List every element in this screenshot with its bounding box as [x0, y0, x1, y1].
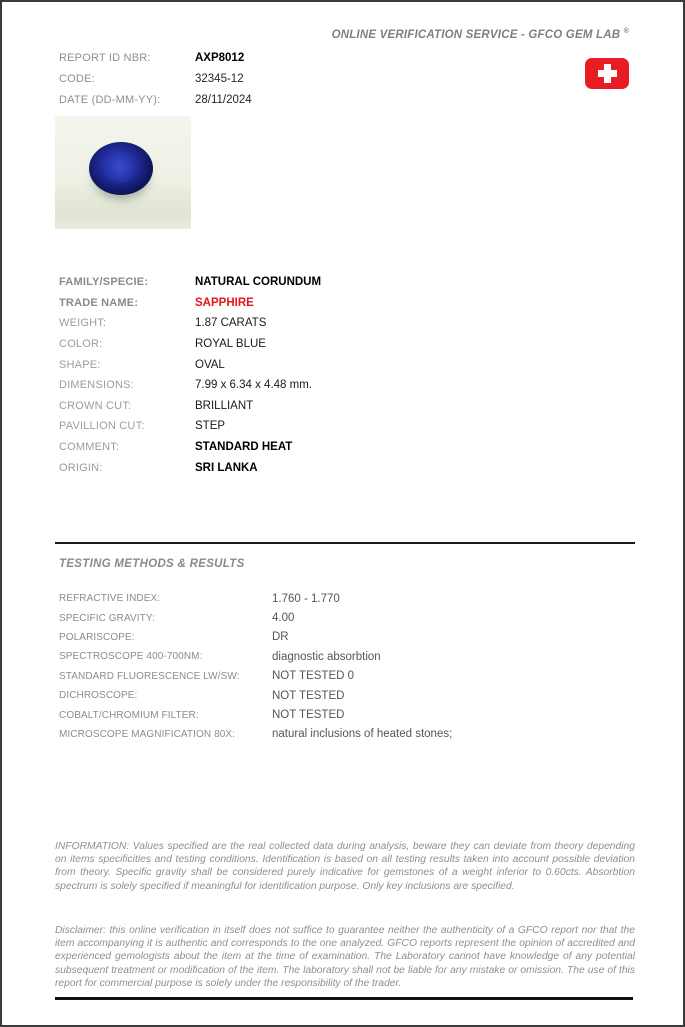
gem-photo [55, 116, 191, 229]
test-row-microscope [59, 725, 452, 744]
shape-label: SHAPE: [59, 358, 101, 371]
trade-name-label: TRADE NAME: [59, 296, 139, 309]
field-row-shape [59, 354, 321, 375]
report-id-block [59, 47, 252, 110]
shape-value: OVAL [195, 358, 225, 371]
color-value: ROYAL BLUE [195, 338, 266, 351]
comment-value: STANDARD HEAT [195, 441, 293, 454]
report-id-label: REPORT ID NBR: [59, 51, 151, 64]
crown-cut-label: CROWN CUT: [59, 399, 132, 412]
test-row-specific-gravity [59, 608, 452, 627]
test-row-polariscope [59, 628, 452, 647]
cobalt-filter-label: COBALT/CHROMIUM FILTER: [59, 709, 199, 721]
dimensions-label: DIMENSIONS: [59, 379, 134, 392]
testing-results-block [59, 589, 452, 744]
test-row-dichroscope [59, 686, 452, 705]
field-row-dimensions [59, 375, 321, 396]
family-value: NATURAL CORUNDUM [195, 276, 322, 289]
spectroscope-label: SPECTROSCOPE 400-700NM: [59, 651, 203, 663]
dimensions-value: 7.99 x 6.34 x 4.48 mm. [195, 379, 312, 392]
field-row-crown-cut [59, 396, 321, 417]
dichroscope-value: NOT TESTED [272, 689, 345, 702]
pavillion-cut-value: STEP [195, 420, 226, 433]
weight-value: 1.87 CARATS [195, 317, 267, 330]
family-label: FAMILY/SPECIE: [59, 276, 149, 289]
registered-trademark: ® [623, 28, 629, 35]
service-title-text: ONLINE VERIFICATION SERVICE - GFCO GEM LAB [331, 28, 621, 41]
date-label: DATE (DD-MM-YY): [59, 93, 161, 106]
footer-rule-line [55, 997, 633, 1000]
microscope-label: MICROSCOPE MAGNIFICATION 80X: [59, 728, 236, 740]
polariscope-value: DR [272, 631, 289, 644]
crown-cut-value: BRILLIANT [195, 399, 254, 412]
field-row-family [59, 272, 321, 293]
origin-value: SRI LANKA [195, 461, 258, 474]
field-row-color [59, 334, 321, 355]
cobalt-filter-value: NOT TESTED [272, 709, 345, 722]
dichroscope-label: DICHROSCOPE: [59, 690, 138, 702]
origin-label: ORIGIN: [59, 461, 103, 474]
trade-name-value: SAPPHIRE [195, 296, 254, 309]
fluorescence-value: NOT TESTED 0 [272, 670, 355, 683]
identification-block [59, 272, 321, 478]
test-row-fluorescence [59, 667, 452, 686]
comment-label: COMMENT: [59, 441, 120, 454]
information-paragraph: INFORMATION: Values specified are the real collected data during analysis, beware they can deviate from theory depending on items specificities and testing conditions. Identification is based on all testing results taken into account possible deviation from theory. Specific gravity shall be considered purely indicative for gemstones of a weight inferior to 0.60cts. Absorbtion spectrum is solely specified if meaningful for identification purpose. Only key inclusions are specified. [55, 841, 635, 892]
swiss-cross-horizontal [598, 70, 617, 77]
spectroscope-value: diagnostic absorbtion [272, 650, 381, 663]
report-row-code [59, 68, 252, 89]
field-row-pavillion-cut [59, 416, 321, 437]
date-value: 28/11/2024 [195, 93, 252, 106]
page-title [332, 28, 629, 41]
microscope-value: natural inclusions of heated stones; [272, 728, 453, 741]
pavillion-cut-label: PAVILLION CUT: [59, 420, 145, 433]
test-row-refractive-index [59, 589, 452, 608]
field-row-weight [59, 313, 321, 334]
color-label: COLOR: [59, 338, 103, 351]
field-row-origin [59, 457, 321, 478]
specific-gravity-value: 4.00 [272, 612, 295, 625]
report-id-value: AXP8012 [195, 51, 245, 64]
disclaimer-paragraph: Disclaimer: this online verification in itself does not suffice to guarantee neither the authenticity of a GFCO report nor that the item accompanying it is authentic and corresponds to the one analyzed. GFCO reports represent the opinion of accredited and experienced gemologists about the item at the time of examination. The Laboratory cannot have knowledge of any potential subsequent treatment or modification of the item. The laboratory shall not be liable for any mistake or omission. The use of this report for commercial purpose is solely under the responsibility of the trader. [55, 925, 635, 989]
field-row-trade-name [59, 293, 321, 314]
refractive-index-label: REFRACTIVE INDEX: [59, 593, 161, 605]
field-row-comment [59, 437, 321, 458]
section-divider-line [55, 542, 635, 544]
code-label: CODE: [59, 72, 95, 85]
testing-section-title: TESTING METHODS & RESULTS [59, 558, 245, 570]
sapphire-facet-highlight [103, 153, 139, 183]
weight-label: WEIGHT: [59, 317, 107, 330]
polariscope-label: POLARISCOPE: [59, 631, 135, 643]
code-value: 32345-12 [195, 72, 244, 85]
specific-gravity-label: SPECIFIC GRAVITY: [59, 612, 155, 624]
report-row-id [59, 47, 252, 68]
test-row-cobalt-filter [59, 705, 452, 724]
test-row-spectroscope [59, 647, 452, 666]
fluorescence-label: STANDARD FLUORESCENCE LW/SW: [59, 670, 240, 682]
report-row-date [59, 89, 252, 110]
sapphire-stone-image [89, 142, 153, 195]
swiss-flag-icon [585, 58, 629, 89]
refractive-index-value: 1.760 - 1.770 [272, 592, 340, 605]
